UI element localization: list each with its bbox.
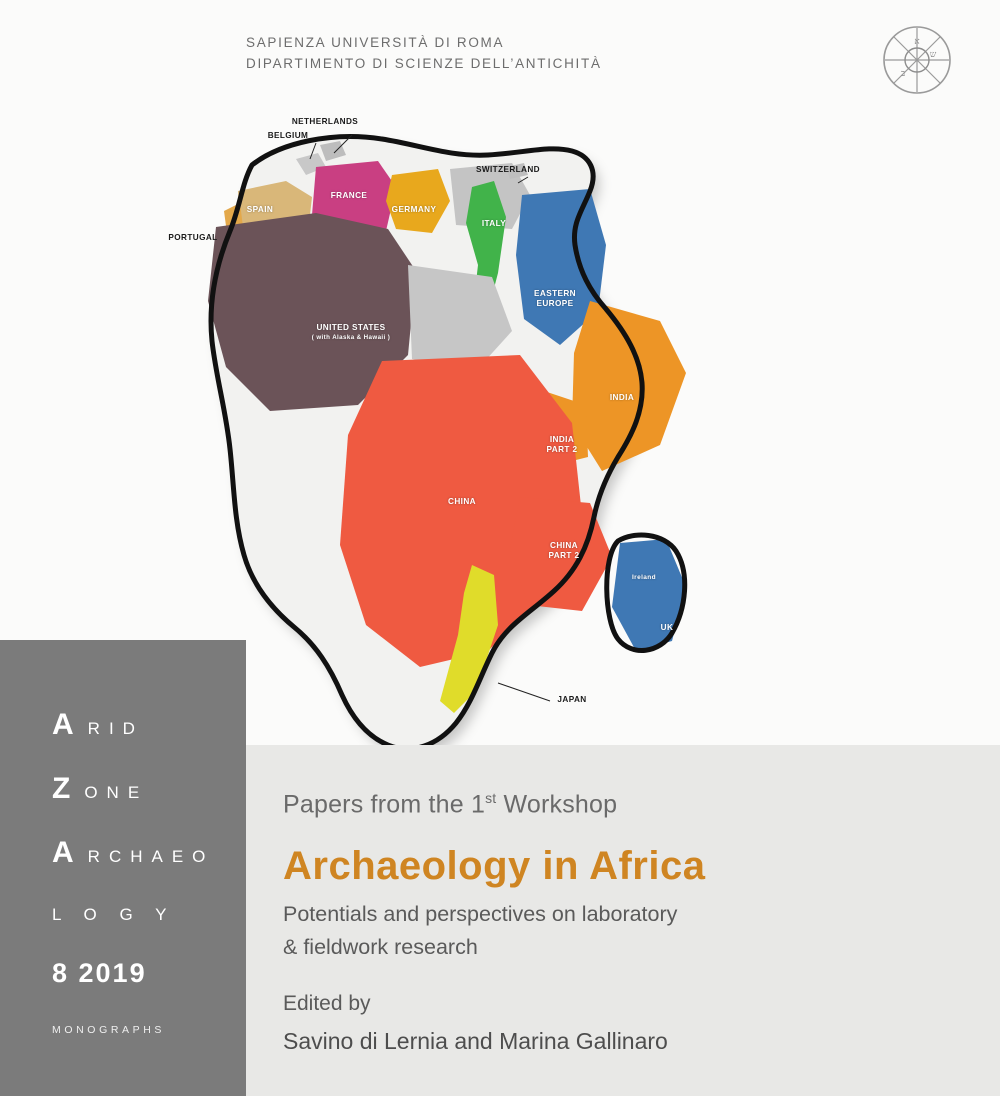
map-label-portugal: PORTUGAL — [168, 233, 218, 242]
svg-text:ש: ש — [929, 49, 937, 59]
series-word-logy: L O G Y — [52, 905, 176, 924]
map-label-india: INDIA — [609, 393, 635, 402]
map-label-japan: JAPAN — [557, 695, 587, 704]
publisher-line-2: DIPARTIMENTO DI SCIENZE DELL’ANTICHITÀ — [246, 56, 602, 71]
map-label-germany: GERMANY — [391, 205, 437, 214]
workshop-ordinal: st — [485, 790, 497, 806]
workshop-post: Workshop — [496, 790, 618, 819]
series-letter-3: A — [52, 836, 74, 869]
map-label-netherlands: NETHERLANDS — [291, 117, 359, 126]
book-subtitle-line-2: & fieldwork research — [283, 935, 478, 959]
map-label-united-states-text: UNITED STATES — [316, 323, 386, 332]
map-label-united-states-sub: ( with Alaska & Hawaii ) — [311, 334, 391, 341]
map-label-ireland: Ireland — [631, 574, 657, 581]
series-branding — [0, 640, 246, 1096]
map-label-india-part-2: INDIA PART 2 — [546, 435, 578, 454]
sapienza-logo-icon — [881, 24, 953, 96]
map-label-italy: ITALY — [481, 219, 507, 228]
map-label-uk: UK — [660, 623, 674, 632]
workshop-line — [283, 790, 617, 819]
publisher-block — [246, 32, 602, 74]
series-word-2: ONE — [84, 783, 149, 802]
map-label-switzerland: SWITZERLAND — [476, 165, 540, 174]
editors-names: Savino di Lernia and Marina Gallinaro — [283, 1028, 668, 1054]
series-word-1: RID — [87, 719, 144, 738]
edited-by-label: Edited by — [283, 992, 371, 1015]
map-label-china-part-2: CHINA PART 2 — [548, 541, 580, 560]
book-title: Archaeology in Africa — [283, 844, 706, 888]
series-issue: 8 2019 — [52, 958, 147, 988]
book-subtitle-line-1: Potentials and perspectives on laboratory — [283, 902, 678, 926]
workshop-pre: Papers from the 1 — [283, 790, 486, 819]
map-label-belgium: BELGIUM — [267, 131, 309, 140]
map-label-spain: SPAIN — [246, 205, 274, 214]
series-letter-1: A — [52, 708, 74, 741]
publisher-line-1: SAPIENZA UNIVERSITÀ DI ROMA — [246, 35, 505, 50]
series-word-3: RCHAEO — [87, 847, 215, 866]
map-label-france: FRANCE — [330, 191, 368, 200]
series-letter-2: Z — [52, 772, 71, 805]
book-subtitle — [283, 898, 677, 964]
map-label-china: CHINA — [448, 497, 476, 506]
map-label-eastern-europe: EASTERN EUROPE — [534, 289, 576, 308]
svg-text:ב: ב — [900, 68, 906, 78]
svg-text:א: א — [914, 36, 920, 46]
series-kind: MONOGRAPHS — [52, 1024, 166, 1036]
